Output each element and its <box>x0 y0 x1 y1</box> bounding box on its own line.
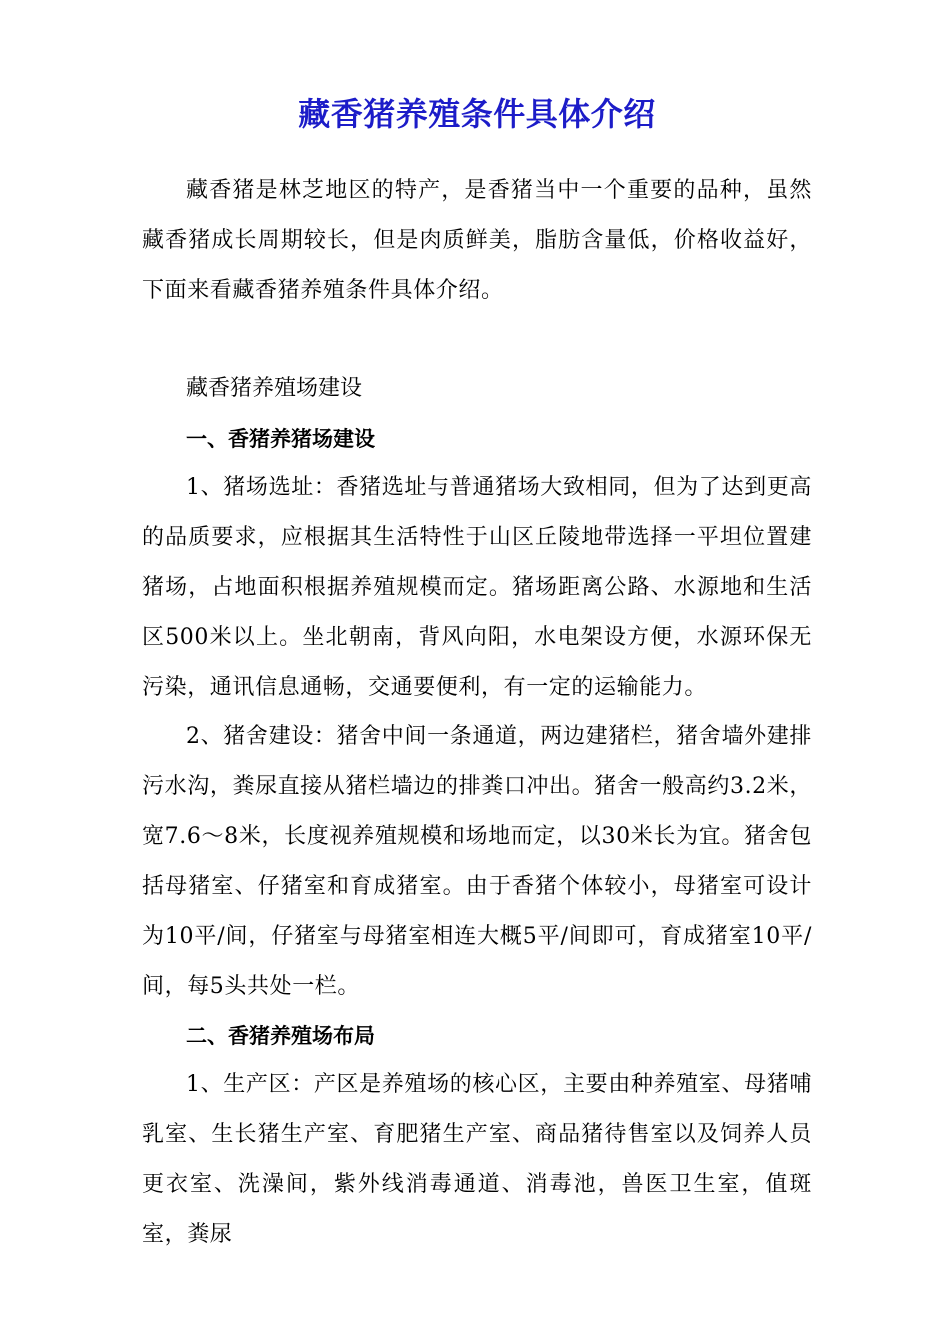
document-title: 藏香猪养殖条件具体介绍 <box>298 95 656 133</box>
section1-paragraph-2: 2、猪舍建设：猪舍中间一条通道，两边建猪栏，猪舍墙外建排污水沟，粪尿直接从猪栏墙边的排粪口冲出。猪舍一般高约3.2米，宽7.6～8米，长度视养殖规模和场地而定，以30米长为宜。猪舍包括母猪室、仔猪室和育成猪室。由于香猪个体较小，母猪室可设计为10平/间，仔猪室与母猪室相连大概5平/间即可，育成猪室10平/间，每5头共处一栏。 <box>142 724 812 999</box>
section1-heading: 一、香猪养猪场建设 <box>186 427 375 451</box>
section-subheading: 藏香猪养殖场建设 <box>186 376 363 401</box>
section2-heading: 二、香猪养殖场布局 <box>186 1024 375 1048</box>
section2-paragraph-1: 1、生产区：产区是养殖场的核心区，主要由种养殖室、母猪哺乳室、生长猪生产室、育肥猪生产室、商品猪待售室以及饲养人员更衣室、洗澡间，紫外线消毒通道、消毒池，兽医卫生室，值斑室，粪尿 <box>142 1072 812 1247</box>
intro-paragraph: 藏香猪是林芝地区的特产，是香猪当中一个重要的品种，虽然藏香猪成长周期较长，但是肉质鲜美，脂肪含量低，价格收益好，下面来看藏香猪养殖条件具体介绍。 <box>142 178 812 303</box>
section1-paragraph-1: 1、猪场选址：香猪选址与普通猪场大致相同，但为了达到更高的品质要求，应根据其生活特性于山区丘陵地带选择一平坦位置建猪场，占地面积根据养殖规模而定。猪场距离公路、水源地和生活区500米以上。坐北朝南，背风向阳，水电架设方便，水源环保无污染，通讯信息通畅，交通要便利，有一定的运输能力。 <box>142 475 812 700</box>
